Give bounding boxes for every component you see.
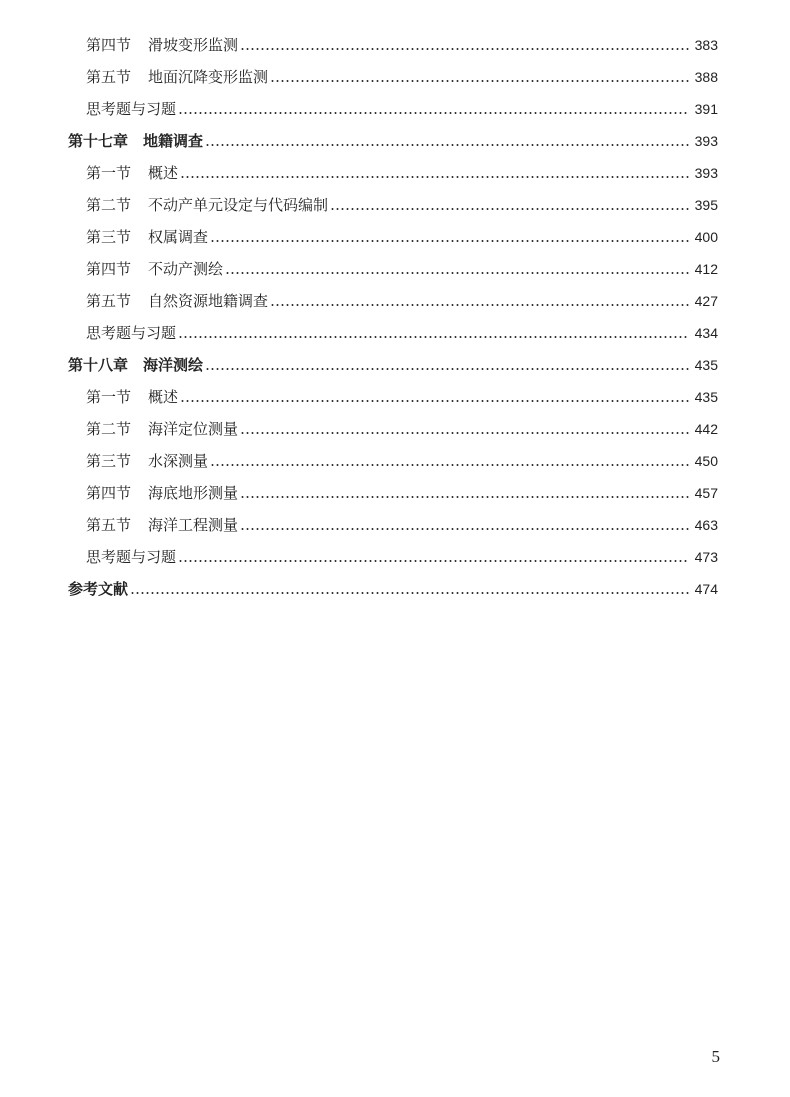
references-title: 参考文献 — [68, 580, 129, 598]
dot-leader — [210, 222, 689, 252]
toc-exercise-row[interactable] — [86, 542, 718, 572]
section-title: 海底地形测量 — [148, 484, 239, 502]
toc-section-row[interactable] — [86, 478, 718, 508]
section-title: 权属调查 — [148, 228, 209, 246]
dot-leader — [205, 350, 689, 380]
section-number: 第一节 — [86, 164, 132, 182]
toc-section-row[interactable] — [86, 510, 718, 540]
page-ref: 435 — [694, 389, 718, 405]
dot-leader — [240, 30, 689, 60]
section-number: 第五节 — [86, 516, 132, 534]
dot-leader — [270, 286, 689, 316]
page-ref: 474 — [694, 581, 718, 597]
dot-leader — [180, 158, 689, 188]
toc-chapter-row[interactable] — [68, 350, 718, 380]
toc-section-row[interactable] — [86, 30, 718, 60]
toc-section-row[interactable] — [86, 222, 718, 252]
page-ref: 450 — [694, 453, 718, 469]
dot-leader — [178, 318, 689, 348]
section-title: 海洋定位测量 — [148, 420, 239, 438]
page-ref: 442 — [694, 421, 718, 437]
section-number: 第二节 — [86, 420, 132, 438]
section-title: 概述 — [148, 388, 179, 406]
page-ref: 393 — [694, 133, 718, 149]
page-ref: 393 — [694, 165, 718, 181]
section-number: 第一节 — [86, 388, 132, 406]
section-number: 第二节 — [86, 196, 132, 214]
section-number: 第五节 — [86, 292, 132, 310]
page-ref: 427 — [694, 293, 718, 309]
toc-section-row[interactable] — [86, 158, 718, 188]
page-ref: 391 — [694, 101, 718, 117]
dot-leader — [240, 478, 689, 508]
dot-leader — [210, 446, 689, 476]
page-ref: 463 — [694, 517, 718, 533]
dot-leader — [240, 414, 689, 444]
section-title: 地面沉降变形监测 — [148, 68, 269, 86]
dot-leader — [225, 254, 689, 284]
page-ref: 400 — [694, 229, 718, 245]
dot-leader — [240, 510, 689, 540]
toc-section-row[interactable] — [86, 286, 718, 316]
page-ref: 435 — [694, 357, 718, 373]
section-title: 不动产单元设定与代码编制 — [148, 196, 329, 214]
exercise-title: 思考题与习题 — [86, 324, 177, 342]
toc-exercise-row[interactable] — [86, 318, 718, 348]
section-number: 第三节 — [86, 228, 132, 246]
section-title: 海洋工程测量 — [148, 516, 239, 534]
section-number: 第四节 — [86, 260, 132, 278]
page-ref: 473 — [694, 549, 718, 565]
page-ref: 388 — [694, 69, 718, 85]
page-ref: 457 — [694, 485, 718, 501]
section-title: 自然资源地籍调查 — [148, 292, 269, 310]
toc-section-row[interactable] — [86, 62, 718, 92]
section-title: 不动产测绘 — [148, 260, 224, 278]
page-ref: 383 — [694, 37, 718, 53]
toc-section-row[interactable] — [86, 446, 718, 476]
toc-section-row[interactable] — [86, 382, 718, 412]
section-title: 概述 — [148, 164, 179, 182]
section-number: 第四节 — [86, 484, 132, 502]
exercise-title: 思考题与习题 — [86, 548, 177, 566]
dot-leader — [178, 542, 689, 572]
toc-section-row[interactable] — [86, 414, 718, 444]
section-title: 水深测量 — [148, 452, 209, 470]
dot-leader — [178, 94, 689, 124]
section-number: 第四节 — [86, 36, 132, 54]
dot-leader — [130, 574, 689, 604]
page-ref: 395 — [694, 197, 718, 213]
page-ref: 412 — [694, 261, 718, 277]
page-number: 5 — [711, 1047, 720, 1066]
chapter-title: 第十八章 海洋测绘 — [68, 356, 204, 374]
section-number: 第五节 — [86, 68, 132, 86]
dot-leader — [270, 62, 689, 92]
section-title: 滑坡变形监测 — [148, 36, 239, 54]
dot-leader — [180, 382, 689, 412]
toc-section-row[interactable] — [86, 254, 718, 284]
dot-leader — [205, 126, 689, 156]
toc-exercise-row[interactable] — [86, 94, 718, 124]
toc-section-row[interactable] — [86, 190, 718, 220]
page-ref: 434 — [694, 325, 718, 341]
exercise-title: 思考题与习题 — [86, 100, 177, 118]
toc-chapter-row[interactable] — [68, 126, 718, 156]
toc-references-row[interactable] — [68, 574, 718, 604]
section-number: 第三节 — [86, 452, 132, 470]
dot-leader — [330, 190, 689, 220]
chapter-title: 第十七章 地籍调查 — [68, 132, 204, 150]
